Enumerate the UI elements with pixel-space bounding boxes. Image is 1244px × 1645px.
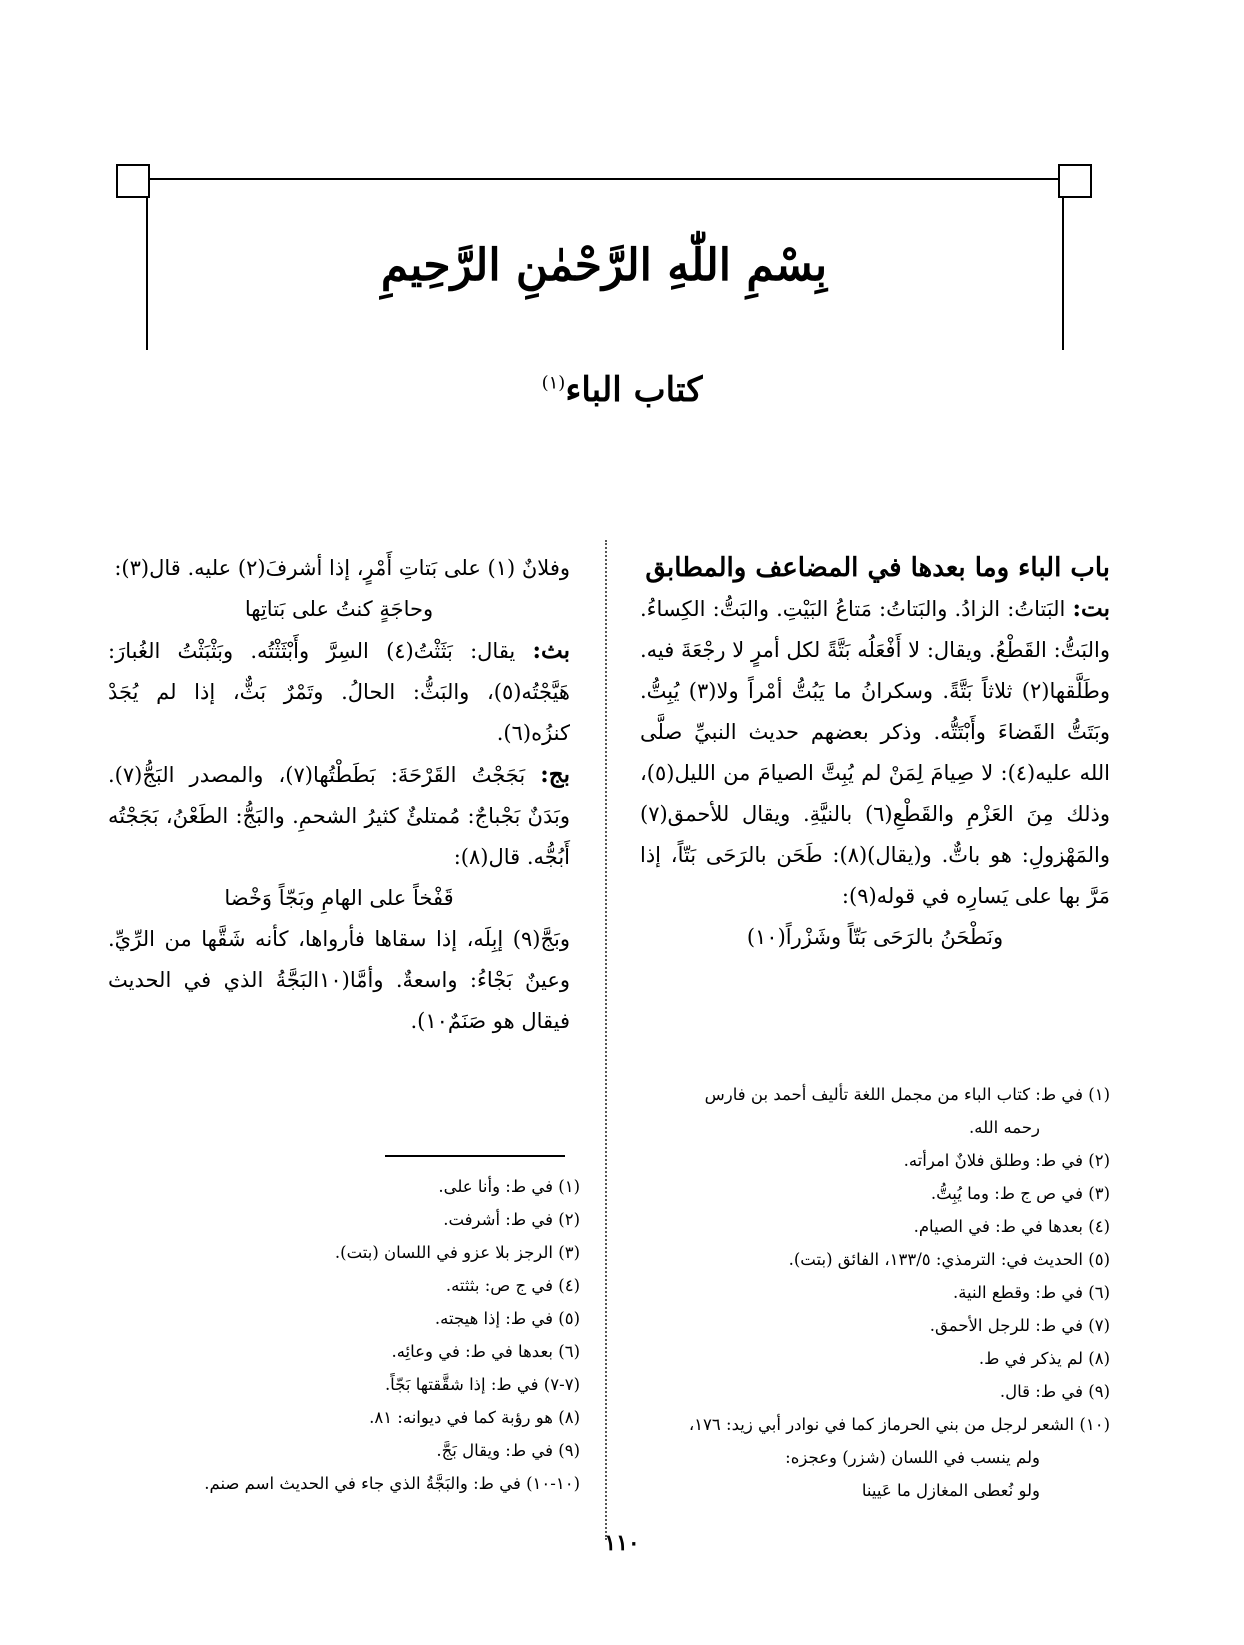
footnote: رحمه الله. — [969, 1118, 1040, 1137]
column-divider — [605, 540, 607, 1540]
footnote: (٨) هو رؤبة كما في ديوانه: ٨١. — [369, 1408, 580, 1427]
footnote: (٢) في ط: أشرفت. — [443, 1210, 580, 1229]
footnotes-left — [140, 1170, 580, 1500]
book-title-note: (١) — [541, 372, 566, 394]
footnote: (١٠-١٠) في ط: والبَجَّةُ الذي جاء في الحديث اسم صنم. — [204, 1474, 580, 1493]
entry-text-bt: البَتاتُ: الزادُ. والبَتاتُ: مَتاعُ البَيْتِ. والبَتُّ: الكِساءُ. والبَتُّ: القَطْعُ. ويقال: لا أَفْعَلُه بَتَّةً لكل أمرٍ لا رجْعَةَ فيه. وطَلَّقها(٢) ثلاثاً بَتَّةً. وسكرانُ ما يَبُتُّ أمْراً ولا(٣) يُبِتُّ. وبَتَتُّ القَضاءَ وأَبْتَتُّه. وذكر بعضهم حديث النبيِّ صلَّى الله عليه(٤): لا صِيامَ لِمَنْ لم يُبِتَّ الصيامَ من الليل(٥)، وذلك مِنَ العَزْمِ والقَطْعِ(٦) بالنيَّةِ. ويقال للأحمق(٧) والمَهْزولِ: هو باتٌّ. و(يقال)(٨): طَحَن بالرَحَى بَتّاً، إذا مَرَّ بها على يَسارِه في قوله(٩): — [640, 597, 1111, 908]
entry-key-bt: بت: — [1072, 595, 1110, 622]
frame-right-rule — [1062, 178, 1064, 350]
frame-corner-left — [116, 164, 150, 198]
footnote: (٥) الحديث في: الترمذي: ١٣٣/٥، الفائق (بتت). — [788, 1250, 1110, 1269]
footnote: (٧-٧) في ط: إذا شقَّقتها بَجّاً. — [384, 1375, 580, 1394]
footnote: (٣) الرجز بلا عزو في اللسان (بتت). — [334, 1243, 580, 1262]
entry-text-bth: يقال: بَثَثْتُ(٤) السِرَّ وأَبْثَثْتُه. وبَثْبَثْتُ الغُبارَ: هَيَّجْتُه(٥)، والبَثُّ: الحالُ. وتَمْرٌ بَثٌّ، إذا لم يُجَدْ كنزُه(٦). — [108, 639, 570, 745]
book-title-text: كتاب الباء — [565, 370, 703, 410]
footnote: (١) في ط: وأنا على. — [438, 1177, 580, 1196]
footnote: (٧) في ط: للرجل الأحمق. — [929, 1316, 1110, 1335]
footnote: ولم ينسب في اللسان (شزر) وعجزه: — [785, 1448, 1040, 1467]
footnote-rule-left — [385, 1155, 565, 1157]
entry-bj — [108, 754, 570, 878]
entry-key-bth: بث: — [532, 637, 570, 664]
entry-bj-continued: وبَجَّ(٩) إبِلَه، إذا سقاها فأرواها، كأنه شَقَّها من الرِّيِّ. وعينٌ بَجْاءُ: واسعةٌ. وأمَّا(١٠البَجَّةُ الذي في الحديث فيقال هو صَنَمٌ١٠). — [108, 927, 571, 1033]
footnote: (٤) بعدها في ط: في الصيام. — [913, 1217, 1110, 1236]
footnote: (١٠) الشعر لرجل من بني الحرماز كما في نوادر أبي زيد: ١٧٦، — [688, 1415, 1110, 1434]
frame-top-rule — [132, 178, 1072, 180]
verse-left-1: وحاجَةٍ كنتُ على بَتاتِها — [244, 597, 434, 621]
entry-text-bj: بَجَجْتُ القَرْحَةَ: بَطَطْتُها(٧)، والمصدر البَجُّ(٧). وبَدَنٌ بَجْباجٌ: مُمتلئٌ كثيرُ الشحمِ. والبَجُّ: الطَعْنُ، بَجَجْتُه أَبُجُّه. قال(٨): — [108, 763, 570, 869]
footnote: (٣) في ص ج ط: وما يُبِتُّ. — [930, 1184, 1110, 1203]
entry-bth — [108, 630, 570, 754]
footnote: ولو نُعطى المغازل ما عَيينا — [861, 1481, 1040, 1500]
frame-corner-right — [1058, 164, 1092, 198]
intro-text: وفلانٌ (١) على بَتاتِ أَمْرٍ، إذا أشرفَ(٢) عليه. قال(٣): — [114, 556, 570, 580]
verse-left-2: قَفْخاً على الهامِ وبَجّاً وَخْضا — [224, 886, 454, 910]
footnote: (٦) في ط: وقطع النية. — [952, 1283, 1110, 1302]
footnote: (٩) في ط: قال. — [999, 1382, 1110, 1401]
verse-right: ونَطْحَنُ بالرَحَى بَتّاً وشَزْراً(١٠) — [746, 925, 1004, 949]
entry-bt — [640, 588, 1110, 917]
book-title — [300, 370, 944, 410]
footnote: (٨) لم يذكر في ط. — [978, 1349, 1110, 1368]
page-number: ١١٠ — [604, 1530, 640, 1556]
basmala: بِسْمِ اللّٰهِ الرَّحْمٰنِ الرَّحِيمِ — [380, 240, 828, 291]
entry-key-bj: بج: — [540, 761, 571, 788]
footnotes-right — [630, 1078, 1110, 1507]
left-column — [108, 548, 570, 1042]
right-column — [640, 548, 1110, 958]
chapter-heading: باب الباء وما بعدها في المضاعف والمطابق — [645, 553, 1110, 583]
footnote: (٤) في ج ص: بثثته. — [445, 1276, 580, 1295]
footnote: (١) في ط: كتاب الباء من مجمل اللغة تأليف أحمد بن فارس — [704, 1085, 1110, 1104]
footnote: (٢) في ط: وطلق فلانٌ امرأته. — [903, 1151, 1110, 1170]
footnote: (٦) بعدها في ط: في وعائِه. — [391, 1342, 580, 1361]
footnote: (٥) في ط: إذا هيجته. — [434, 1309, 580, 1328]
footnote: (٩) في ط: ويقال بَجَّ. — [436, 1441, 580, 1460]
